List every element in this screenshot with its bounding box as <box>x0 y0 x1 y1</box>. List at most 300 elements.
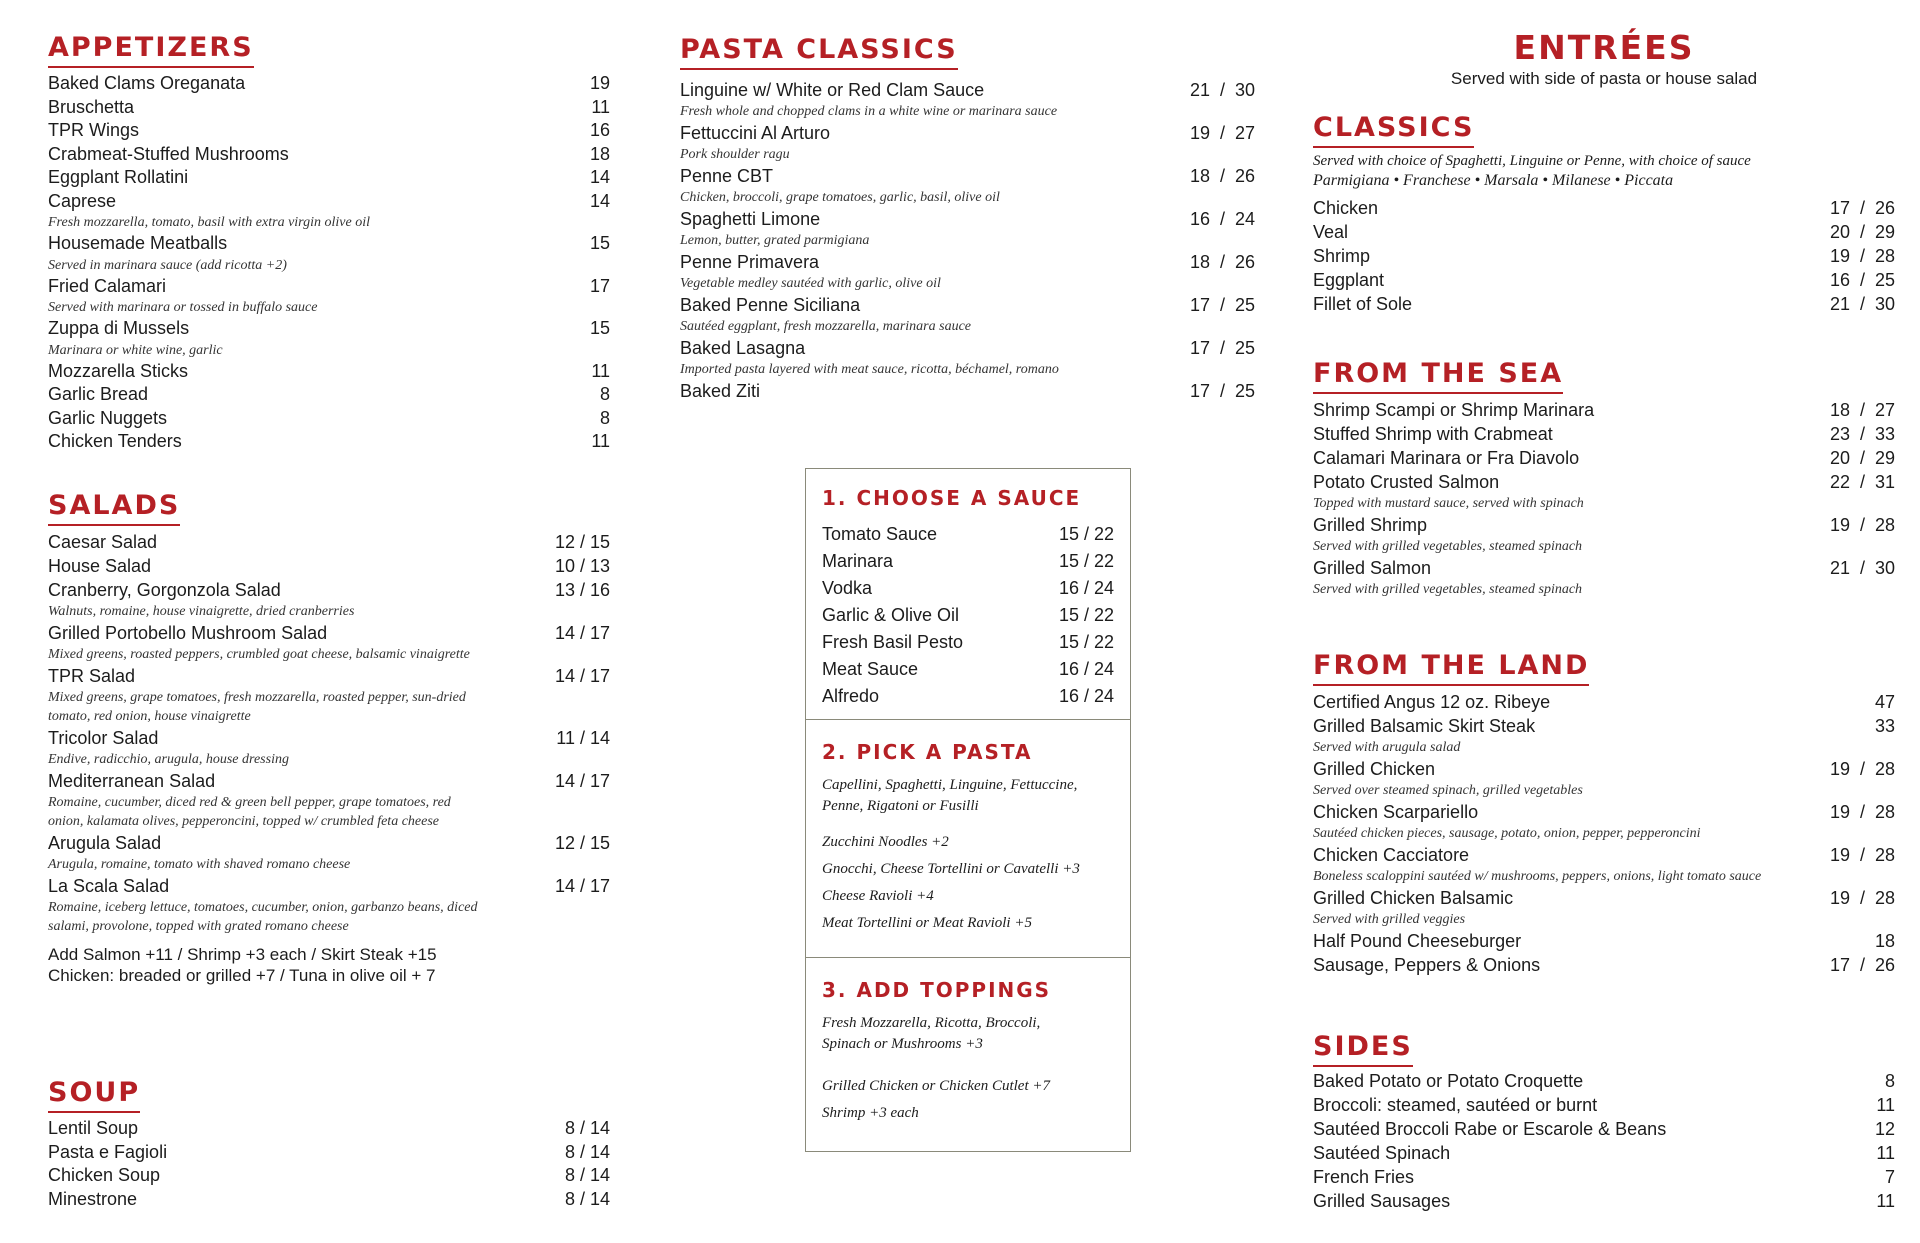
menu-item-price: 18 / 26 <box>1189 252 1255 272</box>
menu-item-details <box>680 121 1190 164</box>
menu-item <box>1313 244 1895 268</box>
menu-item <box>1313 556 1895 599</box>
menu-item-price: 21 / 30 <box>1189 80 1255 100</box>
sea-title: FROM THE SEA <box>1313 358 1563 394</box>
menu-item <box>680 293 1255 336</box>
menu-item <box>48 1117 610 1141</box>
menu-item-name: Chicken Tenders <box>48 431 182 451</box>
menu-item-description: Arugula, romaine, tomato with shaved romano cheese <box>48 857 351 872</box>
menu-item-name: Bruschetta <box>48 96 135 117</box>
menu-item-name: Eggplant Rollatini <box>48 167 189 187</box>
toppings-line-4: Shrimp +3 each <box>822 1105 919 1121</box>
menu-item <box>48 119 610 143</box>
menu-item-description: Boneless scaloppini sautéed w/ mushrooms, peppers, onions, light tomato sauce <box>1313 869 1762 884</box>
menu-item-price: 23 / 33 <box>1829 424 1895 444</box>
menu-item-details <box>48 407 600 431</box>
menu-item-price: 14 <box>589 190 610 211</box>
menu-item-price: 18 <box>589 143 610 164</box>
menu-item-description: Chicken, broccoli, grape tomatoes, garlic, basil, olive oil <box>680 190 1000 205</box>
appetizers-list <box>48 72 610 454</box>
menu-item-details <box>48 726 556 769</box>
menu-item-price: 8 / 14 <box>564 1118 610 1138</box>
menu-item-details <box>48 831 555 874</box>
menu-item-name: Potato Crusted Salmon <box>1313 472 1500 492</box>
menu-item-price: 17 / 25 <box>1189 295 1255 315</box>
menu-item-name: Broccoli: steamed, sautéed or burnt <box>1313 1095 1598 1115</box>
add-toppings-section <box>806 977 1130 1127</box>
menu-item-description: Served with arugula salad <box>1313 740 1461 755</box>
menu-item-description: Served with marinara or tossed in buffalo sauce <box>48 300 318 315</box>
sauce-list <box>822 521 1114 710</box>
toppings-line-1: Fresh Mozzarella, Ricotta, Broccoli, <box>822 1015 1041 1031</box>
menu-item-name: Half Pound Cheeseburger <box>1313 931 1522 951</box>
menu-item-price: 14 <box>589 167 610 187</box>
menu-item <box>1313 1165 1895 1189</box>
sea-list <box>1313 398 1895 599</box>
menu-item-details <box>48 1141 565 1165</box>
menu-item-name: TPR Salad <box>48 666 136 686</box>
menu-item <box>48 726 610 769</box>
land-title: FROM THE LAND <box>1313 650 1589 686</box>
salad-addon-line-1: Add Salmon +11 / Shrimp +3 each / Skirt Steak +15 <box>48 945 437 964</box>
menu-item-details <box>1313 929 1875 953</box>
menu-item-description: Served with grilled veggies <box>1313 912 1466 927</box>
menu-item-price: 11 <box>591 96 610 117</box>
menu-item-price: 19 / 28 <box>1829 802 1895 822</box>
menu-item <box>48 621 610 664</box>
menu-item-name: Baked Potato or Potato Croquette <box>1313 1071 1584 1091</box>
menu-item-name: Shrimp Scampi or Shrimp Marinara <box>1313 400 1595 420</box>
menu-item-name: Baked Lasagna <box>680 338 806 358</box>
menu-item-details <box>1313 1117 1875 1141</box>
menu-item-details <box>48 578 555 621</box>
menu-item <box>1313 220 1895 244</box>
menu-item-details <box>1313 398 1830 422</box>
sauce-name: Marinara <box>822 551 894 571</box>
classics-section <box>1313 112 1895 316</box>
menu-item-details <box>48 119 590 143</box>
menu-item-details <box>1313 1069 1885 1093</box>
sauce-row <box>822 656 1114 683</box>
menu-item-description: Romaine, iceberg lettuce, tomatoes, cucumber, onion, garbanzo beans, diced salami, provolone, topped with grated romano cheese <box>48 900 478 934</box>
menu-item-details <box>48 1164 565 1188</box>
pasta-list <box>680 78 1255 403</box>
menu-item <box>1313 714 1895 757</box>
menu-item-price: 14 / 17 <box>554 771 610 791</box>
sauce-row <box>822 548 1114 575</box>
menu-item-name: Baked Clams Oreganata <box>48 73 246 93</box>
menu-item <box>1313 1141 1895 1165</box>
sauce-row <box>822 602 1114 629</box>
menu-item <box>1313 1117 1895 1141</box>
menu-item-price: 33 <box>1874 716 1895 736</box>
choose-sauce-title: 1. CHOOSE A SAUCE <box>822 486 1082 510</box>
toppings-line-2: Spinach or Mushrooms +3 <box>822 1036 983 1052</box>
menu-item-price: 18 / 26 <box>1189 166 1255 186</box>
menu-item <box>48 96 610 120</box>
salads-section <box>48 490 610 986</box>
soup-list <box>48 1117 610 1211</box>
menu-item-price: 19 / 28 <box>1829 246 1895 266</box>
menu-item-details <box>48 1117 565 1141</box>
menu-item-name: Fillet of Sole <box>1313 294 1413 314</box>
menu-item-name: Lentil Soup <box>48 1118 139 1138</box>
sauce-row <box>822 683 1114 710</box>
menu-item-price: 20 / 29 <box>1829 222 1895 242</box>
menu-item-details <box>1313 1093 1876 1117</box>
menu-item-price: 11 <box>1876 1191 1895 1211</box>
menu-item <box>1313 470 1895 513</box>
menu-item-price: 14 / 17 <box>554 623 610 643</box>
menu-item <box>680 336 1255 379</box>
menu-item-name: Grilled Portobello Mushroom Salad <box>48 623 328 643</box>
menu-item-description: Sautéed chicken pieces, sausage, potato, onion, pepper, pepperoncini <box>1313 826 1701 841</box>
menu-item-name: Sautéed Broccoli Rabe or Escarole & Beans <box>1313 1119 1667 1139</box>
menu-item-details <box>1313 757 1830 800</box>
menu-item-name: Garlic Bread <box>48 384 149 404</box>
menu-item-details <box>1313 953 1830 977</box>
menu-item-name: Spaghetti Limone <box>680 209 821 229</box>
menu-item-price: 8 / 14 <box>564 1188 610 1209</box>
menu-item-price: 19 / 28 <box>1829 759 1895 779</box>
menu-item-name: Stuffed Shrimp with Crabmeat <box>1313 424 1553 444</box>
menu-item <box>1313 1093 1895 1117</box>
menu-item-details <box>1313 446 1830 470</box>
salad-addon-line-2: Chicken: breaded or grilled +7 / Tuna in olive oil + 7 <box>48 966 436 985</box>
menu-item-name: French Fries <box>1313 1167 1415 1187</box>
menu-item <box>680 164 1255 207</box>
menu-item-name: Penne Primavera <box>680 252 820 272</box>
menu-item <box>48 1188 610 1212</box>
menu-item-details <box>1313 220 1830 244</box>
menu-item-price: 15 <box>589 233 610 253</box>
menu-item-details <box>48 621 555 664</box>
classics-note-line-1: Served with choice of Spaghetti, Linguine or Penne, with choice of sauce <box>1313 153 1751 169</box>
sides-section <box>1313 1031 1895 1213</box>
menu-item-price: 11 <box>591 431 610 451</box>
menu-item-name: Chicken Cacciatore <box>1313 845 1470 865</box>
pasta-upgrade: Gnocchi, Cheese Tortellini or Cavatelli +3 <box>822 861 1080 877</box>
sauce-name: Alfredo <box>822 686 880 706</box>
entrees-subtitle: Served with side of pasta or house salad <box>1450 69 1758 88</box>
sauce-price: 15 / 22 <box>1058 551 1114 571</box>
menu-item-description: Lemon, butter, grated parmigiana <box>680 233 870 248</box>
menu-item-details <box>680 293 1190 336</box>
menu-item-price: 8 <box>599 407 610 428</box>
land-section <box>1313 650 1895 977</box>
menu-item-description: Fresh whole and chopped clams in a white wine or marinara sauce <box>680 104 1058 119</box>
menu-item-details <box>48 317 590 360</box>
menu-item-details <box>48 664 555 726</box>
sauce-row <box>822 629 1114 656</box>
salads-list <box>48 530 610 936</box>
menu-item-details <box>680 78 1190 121</box>
menu-item <box>1313 953 1895 977</box>
menu-item-description: Pork shoulder ragu <box>680 147 790 162</box>
sauce-name: Fresh Basil Pesto <box>822 632 964 652</box>
menu-item-details <box>1313 422 1830 446</box>
menu-item-details <box>48 275 590 318</box>
menu-item-details <box>680 164 1190 207</box>
sauce-price: 15 / 22 <box>1058 632 1114 652</box>
menu-item <box>1313 929 1895 953</box>
menu-item-name: Shrimp <box>1313 246 1371 266</box>
menu-item-price: 19 / 28 <box>1829 845 1895 865</box>
sauce-price: 15 / 22 <box>1058 605 1114 625</box>
menu-item-name: Sautéed Spinach <box>1313 1143 1451 1163</box>
menu-item-details <box>1313 886 1830 929</box>
menu-item-price: 8 <box>599 384 610 404</box>
menu-item-name: Grilled Chicken Balsamic <box>1313 888 1514 908</box>
menu-item-price: 12 <box>1874 1119 1895 1139</box>
menu-item-details <box>48 232 590 275</box>
menu-item-price: 17 / 25 <box>1189 381 1255 401</box>
menu-item-price: 18 <box>1874 931 1895 951</box>
menu-item-details <box>48 96 591 120</box>
menu-item-name: Mozzarella Sticks <box>48 360 189 381</box>
build-your-pasta-box <box>805 468 1131 1152</box>
menu-item <box>680 207 1255 250</box>
menu-item-price: 14 / 17 <box>554 876 610 896</box>
menu-item-price: 17 / 26 <box>1829 198 1895 218</box>
menu-item-name: Arugula Salad <box>48 833 162 853</box>
classics-title: CLASSICS <box>1313 112 1474 148</box>
menu-item <box>48 874 610 936</box>
sauce-price: 16 / 24 <box>1058 686 1114 706</box>
pasta-upgrade: Cheese Ravioli +4 <box>822 888 934 904</box>
menu-item-price: 17 / 26 <box>1829 955 1895 975</box>
menu-item <box>1313 422 1895 446</box>
menu-item-description: Romaine, cucumber, diced red & green bell pepper, grape tomatoes, red onion, kalamata olives, pepperoncini, topped w/ crumbled feta cheese <box>48 795 451 829</box>
menu-item-price: 17 / 25 <box>1189 338 1255 358</box>
menu-item-details <box>48 554 555 578</box>
classics-list <box>1313 196 1895 316</box>
menu-item-name: Grilled Balsamic Skirt Steak <box>1313 716 1536 736</box>
menu-item-details <box>1313 244 1830 268</box>
menu-item <box>48 831 610 874</box>
menu-item-details <box>48 72 590 96</box>
menu-item-price: 15 <box>589 318 610 338</box>
pasta-types-line-1: Capellini, Spaghetti, Linguine, Fettuccine, <box>822 777 1078 793</box>
menu-item-name: House Salad <box>48 556 152 576</box>
menu-item-price: 12 / 15 <box>554 833 610 853</box>
sauce-row <box>822 575 1114 602</box>
sauce-price: 16 / 24 <box>1058 659 1114 679</box>
menu-item-name: TPR Wings <box>48 120 140 140</box>
menu-item-price: 11 <box>1876 1095 1895 1115</box>
pasta-section <box>680 34 1255 403</box>
menu-item-name: Tricolor Salad <box>48 728 159 748</box>
pasta-title: PASTA CLASSICS <box>680 34 958 70</box>
menu-item <box>48 166 610 190</box>
menu-item <box>48 360 610 384</box>
menu-item-name: Chicken Scarpariello <box>1313 802 1479 822</box>
menu-item-description: Marinara or white wine, garlic <box>48 342 223 358</box>
menu-item <box>48 664 610 726</box>
menu-item-details <box>1313 268 1830 292</box>
menu-item-name: Crabmeat-Stuffed Mushrooms <box>48 143 289 164</box>
menu-item-details <box>1313 513 1830 556</box>
menu-item <box>680 78 1255 121</box>
menu-item-description: Endive, radicchio, arugula, house dressing <box>48 752 289 767</box>
menu-item <box>48 190 610 233</box>
menu-item-name: Veal <box>1313 222 1349 242</box>
menu-item <box>48 143 610 167</box>
menu-item-name: Cranberry, Gorgonzola Salad <box>48 580 281 600</box>
entrees-header <box>1313 28 1895 90</box>
menu-item-price: 13 / 16 <box>554 580 610 600</box>
menu-item-price: 19 <box>589 73 610 93</box>
menu-item-name: Grilled Salmon <box>1313 558 1432 578</box>
menu-item-details <box>1313 292 1830 316</box>
menu-item <box>680 379 1255 403</box>
menu-item-name: Eggplant <box>1313 270 1385 290</box>
menu-item-name: Certified Angus 12 oz. Ribeye <box>1313 692 1551 712</box>
menu-item <box>48 317 610 360</box>
entrees-title: ENTRÉES <box>1513 28 1695 67</box>
menu-item-price: 8 / 14 <box>564 1165 610 1185</box>
menu-item-price: 16 / 24 <box>1189 209 1255 229</box>
menu-item <box>48 407 610 431</box>
menu-item <box>48 72 610 96</box>
menu-item-price: 14 / 17 <box>554 666 610 686</box>
box-divider <box>806 957 1130 958</box>
menu-item <box>48 530 610 554</box>
sauce-name: Garlic & Olive Oil <box>822 605 960 625</box>
menu-item-details <box>48 190 590 233</box>
menu-item-details <box>1313 843 1830 886</box>
menu-item-name: Grilled Shrimp <box>1313 515 1428 535</box>
sauce-name: Tomato Sauce <box>822 524 938 544</box>
menu-item-details <box>48 360 591 384</box>
menu-item <box>1313 268 1895 292</box>
menu-item-description: Mixed greens, roasted peppers, crumbled goat cheese, balsamic vinaigrette <box>48 647 470 662</box>
menu-item-price: 21 / 30 <box>1829 558 1895 578</box>
menu-item-price: 11 / 14 <box>556 728 610 748</box>
menu-item <box>1313 1069 1895 1093</box>
choose-sauce-section <box>806 485 1130 710</box>
pasta-types-line-2: Penne, Rigatoni or Fusilli <box>822 798 979 814</box>
menu-item-details <box>48 430 591 454</box>
menu-item-description: Topped with mustard sauce, served with spinach <box>1313 496 1584 511</box>
menu-item-description: Sautéed eggplant, fresh mozzarella, marinara sauce <box>680 319 971 334</box>
appetizers-title: APPETIZERS <box>48 32 254 68</box>
menu-item <box>48 232 610 275</box>
add-toppings-title: 3. ADD TOPPINGS <box>822 978 1052 1002</box>
menu-item-description: Served with grilled vegetables, steamed spinach <box>1313 539 1583 554</box>
menu-item-details <box>1313 556 1830 599</box>
menu-item-name: Housemade Meatballs <box>48 233 228 253</box>
menu-item-price: 11 <box>591 360 610 381</box>
menu-item <box>1313 757 1895 800</box>
menu-item <box>48 383 610 407</box>
menu-item-name: Chicken Soup <box>48 1165 161 1185</box>
classics-note-line-2: Parmigiana • Franchese • Marsala • Milanese • Piccata <box>1313 172 1674 189</box>
menu-item <box>1313 800 1895 843</box>
menu-item-details <box>1313 1141 1876 1165</box>
menu-item-name: Grilled Chicken <box>1313 759 1436 779</box>
sauce-price: 16 / 24 <box>1058 578 1114 598</box>
menu-item-details <box>1313 470 1830 513</box>
menu-item-name: Calamari Marinara or Fra Diavolo <box>1313 448 1580 468</box>
menu-item-price: 10 / 13 <box>554 556 610 576</box>
menu-item <box>1313 196 1895 220</box>
menu-item-details <box>1313 714 1875 757</box>
menu-item-description: Served over steamed spinach, grilled vegetables <box>1313 783 1583 798</box>
sauce-price: 15 / 22 <box>1058 524 1114 544</box>
menu-item-price: 19 / 27 <box>1189 123 1255 143</box>
sauce-name: Meat Sauce <box>822 659 919 679</box>
menu-item <box>1313 398 1895 422</box>
menu-item-name: Mediterranean Salad <box>48 771 216 791</box>
menu-item <box>1313 513 1895 556</box>
menu-item-details <box>680 336 1190 379</box>
menu-item-name: Chicken <box>1313 198 1379 218</box>
menu-item <box>1313 446 1895 470</box>
menu-item-price: 18 / 27 <box>1829 400 1895 420</box>
menu-item <box>48 769 610 831</box>
pasta-types <box>822 775 1114 817</box>
menu-item-details <box>48 143 590 167</box>
sides-list <box>1313 1069 1895 1213</box>
menu-item-price: 19 / 28 <box>1829 515 1895 535</box>
menu-item-price: 16 <box>589 120 610 140</box>
menu-item-name: Baked Penne Siciliana <box>680 295 861 315</box>
salad-addons <box>48 944 610 986</box>
menu-item-description: Walnuts, romaine, house vinaigrette, dried cranberries <box>48 604 355 619</box>
menu-item-price: 47 <box>1874 692 1895 712</box>
menu-item <box>48 1141 610 1165</box>
toppings-line-3: Grilled Chicken or Chicken Cutlet +7 <box>822 1078 1050 1094</box>
land-list <box>1313 690 1895 977</box>
menu-item-price: 8 <box>1884 1071 1895 1091</box>
pick-pasta-section <box>806 739 1130 937</box>
menu-item-name: Penne CBT <box>680 166 774 186</box>
menu-item <box>1313 292 1895 316</box>
menu-item <box>48 578 610 621</box>
menu-item-description: Vegetable medley sautéed with garlic, olive oil <box>680 276 941 291</box>
menu-item-description: Mixed greens, grape tomatoes, fresh mozzarella, roasted pepper, sun-dried tomato, red onion, house vinaigrette <box>48 690 466 724</box>
menu-item-price: 11 <box>1876 1143 1895 1163</box>
menu-item <box>1313 690 1895 714</box>
menu-item-price: 12 / 15 <box>554 532 610 552</box>
menu-item <box>48 554 610 578</box>
menu-item-details <box>48 1188 565 1212</box>
menu-item-description: Served with grilled vegetables, steamed spinach <box>1313 582 1583 597</box>
menu-item-name: Fettuccini Al Arturo <box>680 123 831 143</box>
menu-item-name: Zuppa di Mussels <box>48 318 190 338</box>
menu-item-details <box>1313 1165 1885 1189</box>
menu-item-name: Caesar Salad <box>48 532 158 552</box>
pasta-upgrades <box>822 829 1114 937</box>
menu-item-price: 7 <box>1884 1167 1895 1187</box>
menu-item-details <box>48 874 555 936</box>
menu-item-details <box>1313 1189 1876 1213</box>
sauce-row <box>822 521 1114 548</box>
sauce-name: Vodka <box>822 578 873 598</box>
menu-item-price: 19 / 28 <box>1829 888 1895 908</box>
menu-item-name: Garlic Nuggets <box>48 407 168 428</box>
menu-item-name: Sausage, Peppers & Onions <box>1313 955 1541 975</box>
toppings-list <box>822 1013 1114 1127</box>
menu-item-name: Pasta e Fagioli <box>48 1141 168 1162</box>
menu-item <box>680 250 1255 293</box>
menu-item-price: 20 / 29 <box>1829 448 1895 468</box>
salads-title: SALADS <box>48 490 180 526</box>
menu-item <box>48 1164 610 1188</box>
menu-item-details <box>48 166 590 190</box>
menu-item <box>1313 886 1895 929</box>
